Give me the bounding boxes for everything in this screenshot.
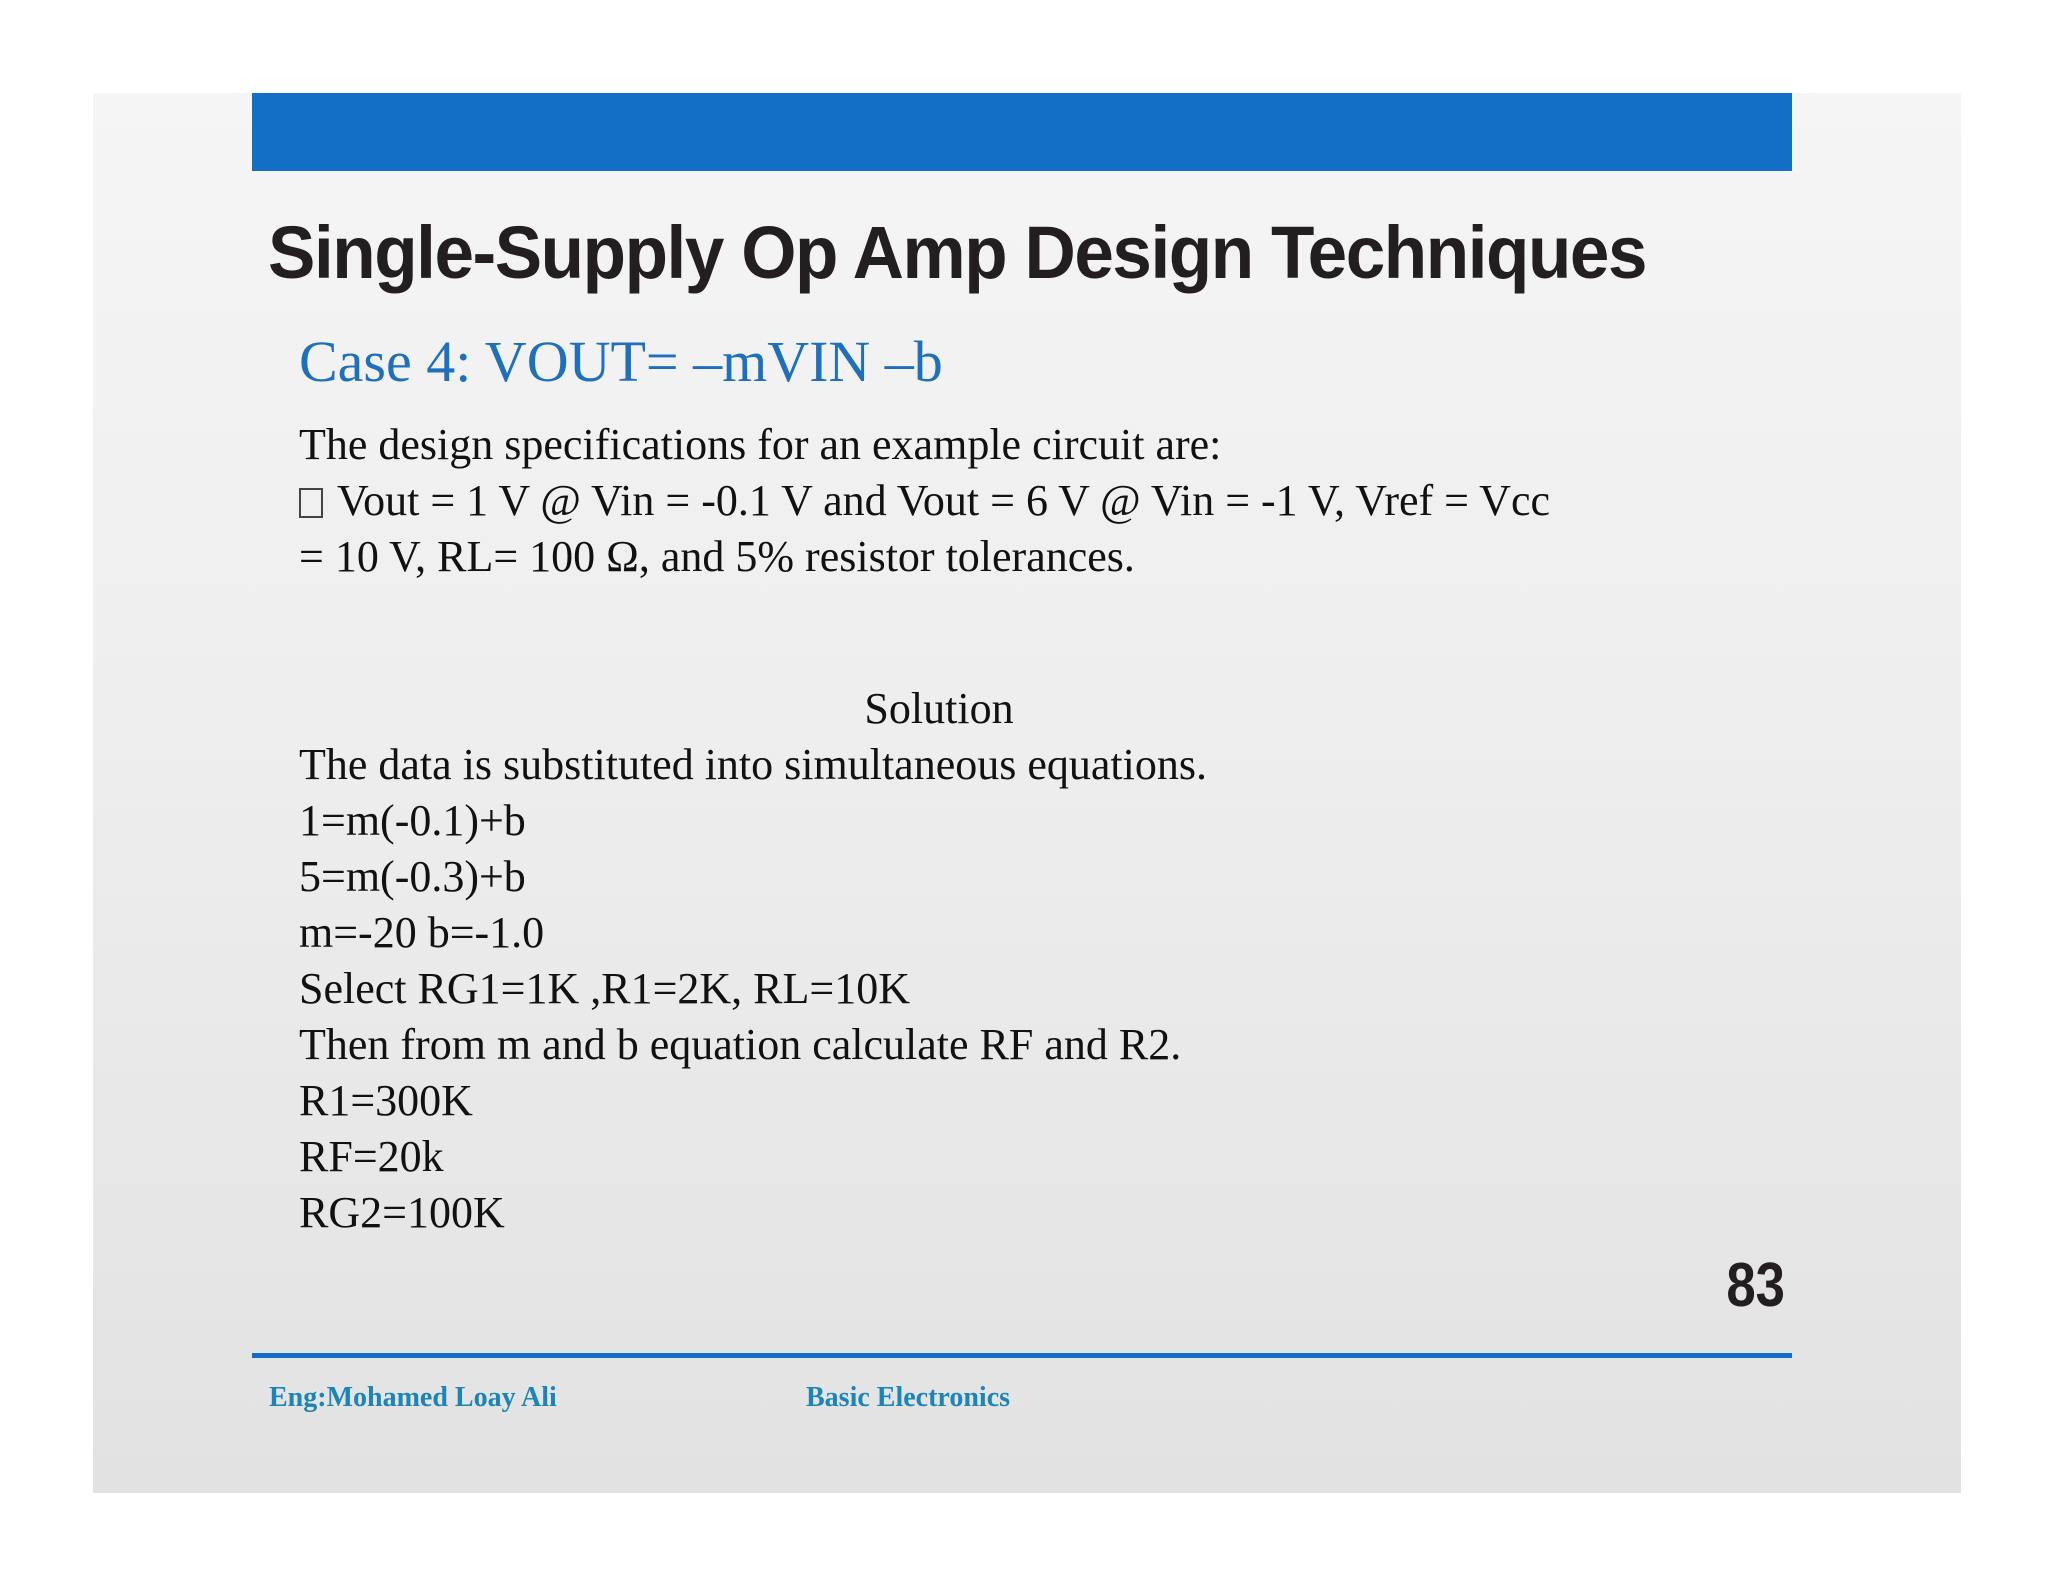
solution-heading: Solution bbox=[864, 684, 1014, 733]
spec-bullet-line bbox=[299, 473, 1749, 529]
solution-line: 5=m(-0.3)+b bbox=[299, 852, 526, 901]
solution-line: 1=m(-0.1)+b bbox=[299, 796, 526, 845]
solution-line: m=-20 b=-1.0 bbox=[299, 908, 545, 957]
design-specifications bbox=[299, 417, 1749, 585]
solution-line: RG2=100K bbox=[299, 1188, 505, 1237]
solution-steps bbox=[299, 737, 1749, 1241]
slide-subtitle: Case 4: VOUT= –mVIN –b bbox=[299, 329, 943, 394]
solution-line: RF=20k bbox=[299, 1132, 444, 1181]
footer-course: Basic Electronics bbox=[806, 1382, 1011, 1413]
slide bbox=[93, 93, 1961, 1493]
footer-divider bbox=[252, 1353, 1792, 1358]
header-accent-bar bbox=[252, 93, 1792, 171]
missing-glyph-box-icon bbox=[299, 488, 323, 518]
solution-line: R1=300K bbox=[299, 1076, 473, 1125]
slide-title: Single-Supply Op Amp Design Techniques bbox=[268, 211, 1647, 294]
spec-intro-line: The design specifications for an example circuit are: bbox=[299, 420, 1222, 469]
solution-line: The data is substituted into simultaneous equations. bbox=[299, 740, 1207, 789]
solution-line: Then from m and b equation calculate RF and R2. bbox=[299, 1020, 1182, 1069]
spec-bullet-text: Vout = 1 V @ Vin = -0.1 V and Vout = 6 V @ Vin = -1 V, Vref = Vcc bbox=[337, 476, 1551, 525]
spec-continuation-line: = 10 V, RL= 100 Ω, and 5% resistor tolerances. bbox=[299, 532, 1135, 581]
solution-line: Select RG1=1K ,R1=2K, RL=10K bbox=[299, 964, 910, 1013]
footer-author: Eng:Mohamed Loay Ali bbox=[269, 1382, 557, 1413]
page-number: 83 bbox=[1726, 1251, 1785, 1320]
